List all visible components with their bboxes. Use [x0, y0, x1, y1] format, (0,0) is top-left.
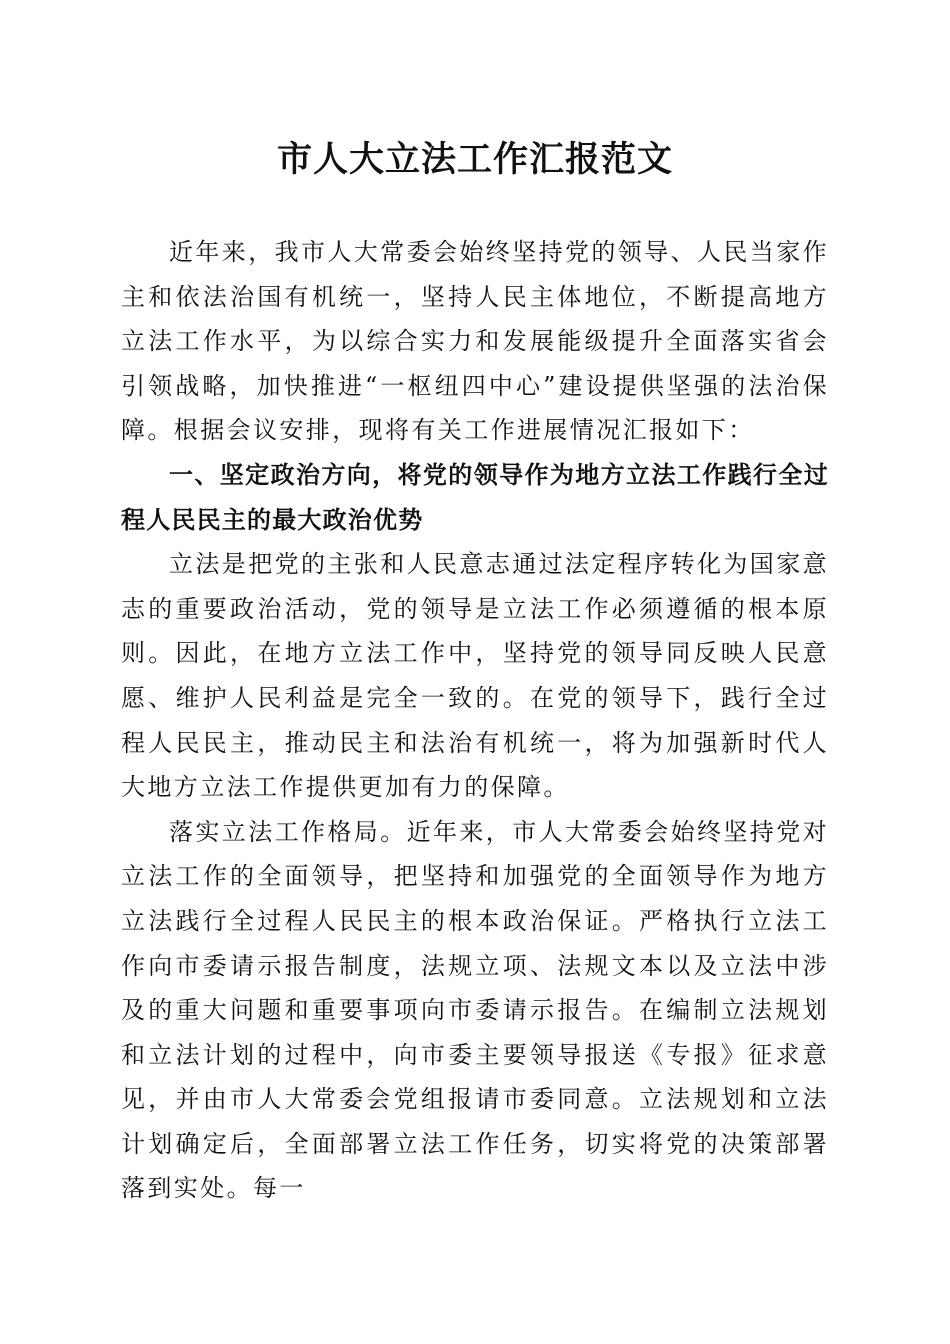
section-heading: 一、坚定政治方向，将党的领导作为地方立法工作践行全过程人民民主的最大政治优势 [121, 460, 829, 534]
section-paragraph-1: 立法是把党的主张和人民意志通过法定程序转化为国家意志的重要政治活动，党的领导是立法工作必须遵循的根本原则。因此，在地方立法工作中，坚持党的领导同反映人民意愿、维护人民利益是完全一致的。在党的领导下，践行全过程人民民主，推动民主和法治有机统一，将为加强新时代人大地方立法工作提供更加有力的保障。 [121, 550, 829, 802]
intro-paragraph: 近年来，我市人大常委会始终坚持党的领导、人民当家作主和依法治国有机统一，坚持人民主体地位，不断提高地方立法工作水平，为以综合实力和发展能级提升全面落实省会引领战略，加快推进“一枢纽四中心”建设提供坚强的法治保障。根据会议安排，现将有关工作进展情况汇报如下： [121, 238, 829, 445]
section-paragraph-2: 落实立法工作格局。近年来，市人大常委会始终坚持党对立法工作的全面领导，把坚持和加强党的全面领导作为地方立法践行全过程人民民主的根本政治保证。严格执行立法工作向市委请示报告制度，法规立项、法规文本以及立法中涉及的重大问题和重要事项向市委请示报告。在编制立法规划和立法计划的过程中，向市委主要领导报送《专报》征求意见，并由市人大常委会党组报请市委同意。立法规划和立法计划确定后，全面部署立法工作任务，切实将党的决策部署落到实处。每一 [121, 817, 829, 1203]
document-title: 市人大立法工作汇报范文 [276, 139, 673, 180]
document-body [121, 230, 829, 1211]
